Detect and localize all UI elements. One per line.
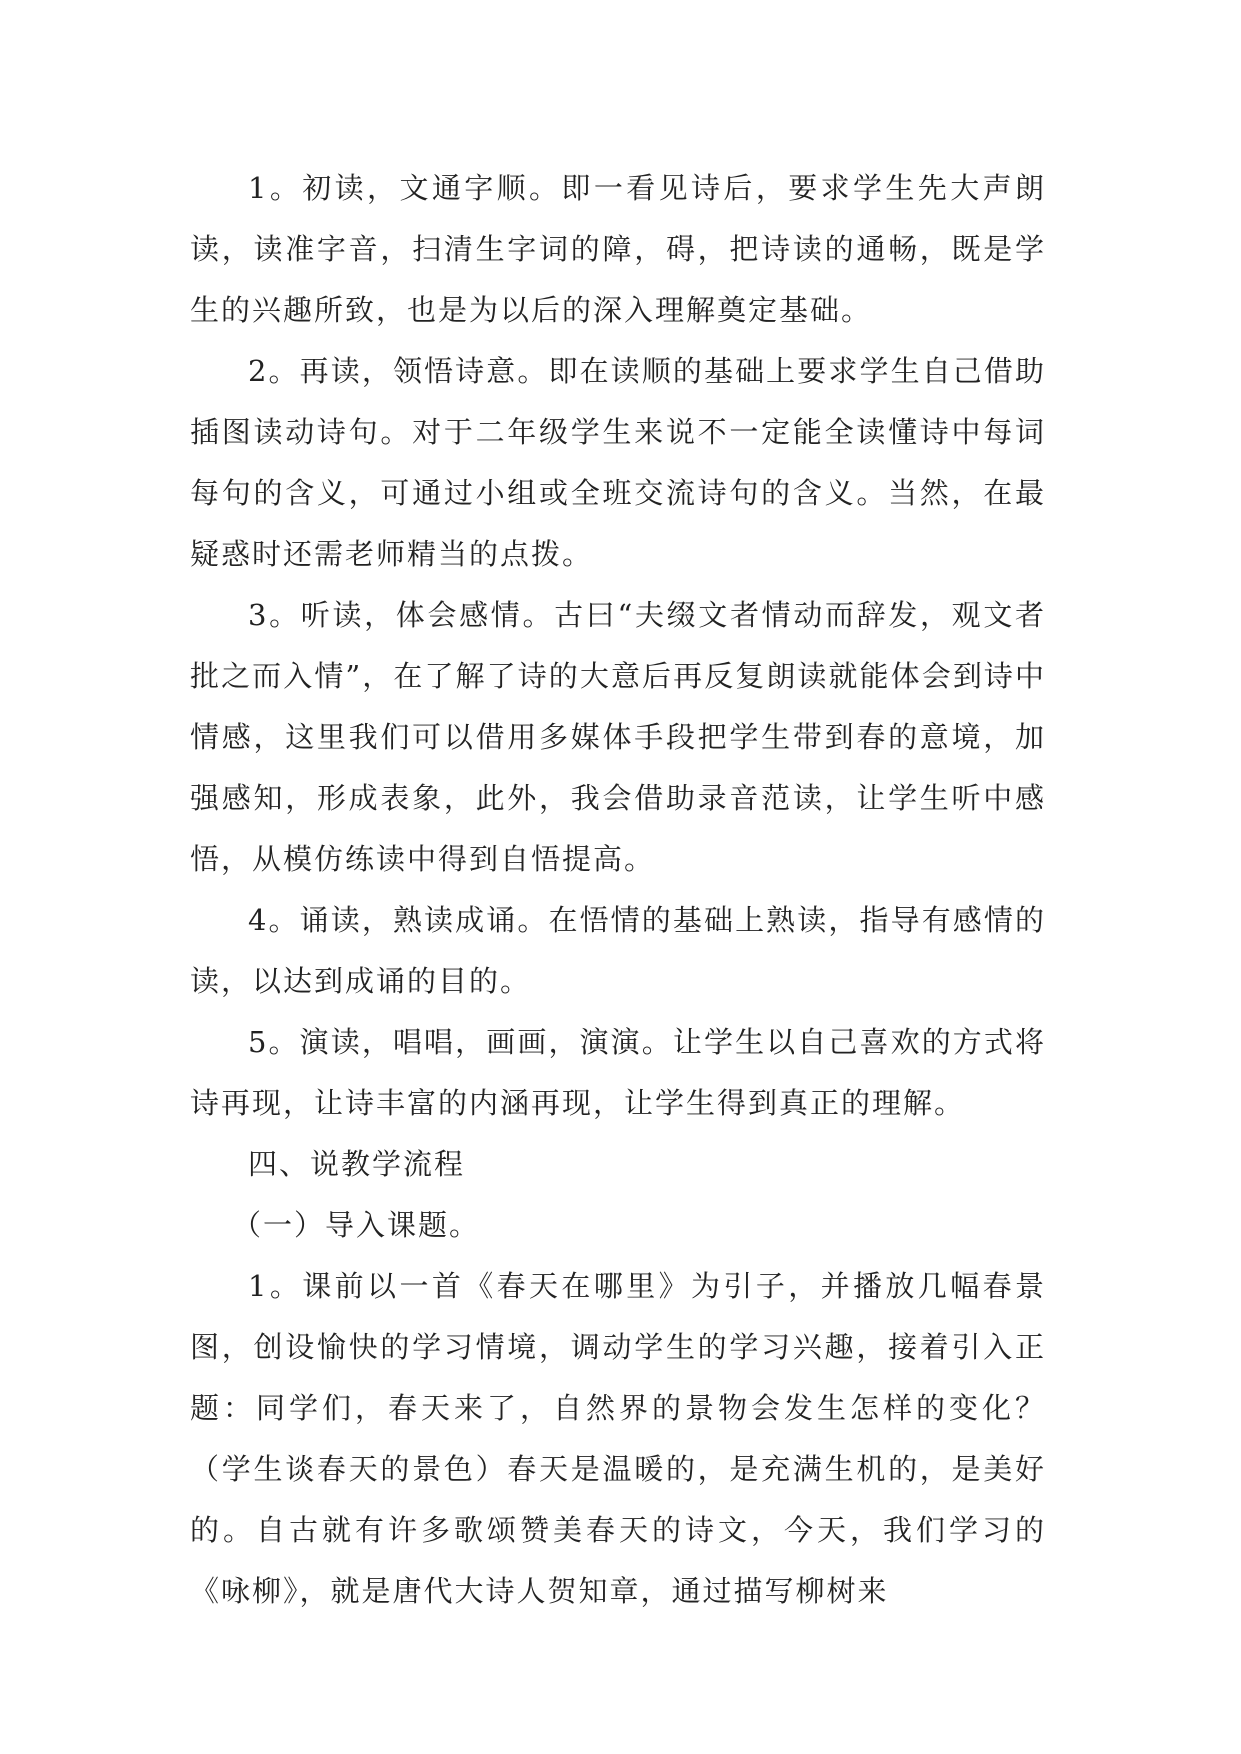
section-heading: 四、说教学流程: [248, 1147, 466, 1181]
paragraph-intro-step-1: 1。课前以一首《春天在哪里》为引子，并播放几幅春景图，创设愉快的学习情境，调动学生的学习兴趣，接着引入正题：同学们，春天来了，自然界的景物会发生怎样的变化？（学生谈春天的景色）春天是温暖的，是充满生机的，是美好的。自古就有许多歌颂赞美春天的诗文，今天，我们学习的《咏柳》，就是唐代大诗人贺知章，通过描写柳树来: [190, 1269, 1046, 1608]
paragraph-reading-step-4: 4。诵读，熟读成诵。在悟情的基础上熟读，指导有感情的读，以达到成诵的目的。: [190, 903, 1046, 998]
document-body: [190, 158, 1046, 1622]
subsection-heading: （一）导入课题。: [232, 1208, 481, 1242]
paragraph-reading-step-3: 3。听读，体会感情。古曰“夫缀文者情动而辞发，观文者批之而入情”，在了解了诗的大意后再反复朗读就能体会到诗中情感，这里我们可以借用多媒体手段把学生带到春的意境，加强感知，形成表象，此外，我会借助录音范读，让学生听中感悟，从模仿练读中得到自悟提高。: [190, 598, 1046, 876]
paragraph-reading-step-2: 2。再读，领悟诗意。即在读顺的基础上要求学生自己借助插图读动诗句。对于二年级学生来说不一定能全读懂诗中每词每句的含义，可通过小组或全班交流诗句的含义。当然，在最疑惑时还需老师精当的点拨。: [190, 354, 1046, 571]
paragraph-reading-step-1: 1。初读，文通字顺。即一看见诗后，要求学生先大声朗读，读准字音，扫清生字词的障，碍，把诗读的通畅，既是学生的兴趣所致，也是为以后的深入理解奠定基础。: [190, 171, 1046, 327]
paragraph-reading-step-5: 5。演读，唱唱，画画，演演。让学生以自己喜欢的方式将诗再现，让诗丰富的内涵再现，让学生得到真正的理解。: [190, 1025, 1046, 1120]
